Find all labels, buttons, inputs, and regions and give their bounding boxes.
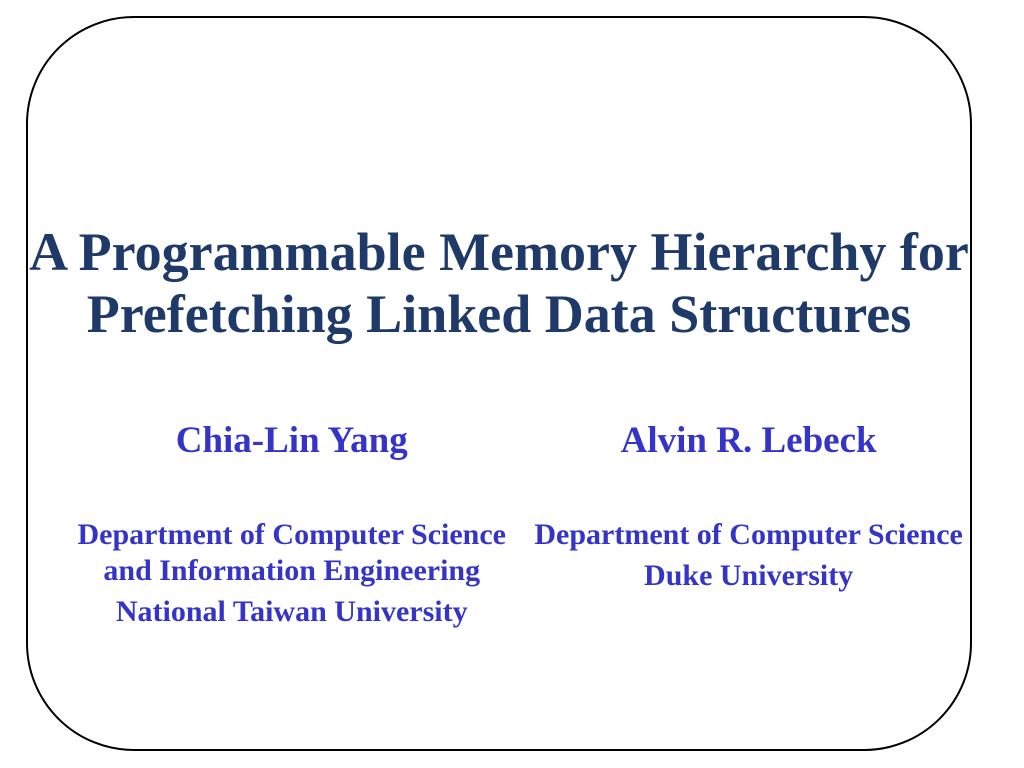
affiliation-line: Department of Computer Science: [77, 518, 506, 551]
affiliation-line: and Information Engineering: [103, 554, 481, 587]
affiliation-line: National Taiwan University: [115, 595, 468, 628]
author-affiliation-right: [527, 517, 970, 594]
slide-title: [28, 221, 970, 345]
slide-canvas: [26, 16, 972, 751]
affiliation-line: Duke University: [644, 559, 854, 592]
affiliation-line: Department of Computer Science: [534, 518, 963, 551]
title-line-1: A Programmable Memory Hierarchy for: [29, 222, 969, 282]
author-name-left: Chia-Lin Yang: [175, 420, 408, 461]
author-block-left: [66, 418, 518, 630]
author-name-right: Alvin R. Lebeck: [620, 420, 877, 461]
author-block-right: [527, 418, 970, 594]
author-affiliation-left: [66, 517, 518, 630]
title-line-2: Prefetching Linked Data Structures: [86, 284, 912, 344]
